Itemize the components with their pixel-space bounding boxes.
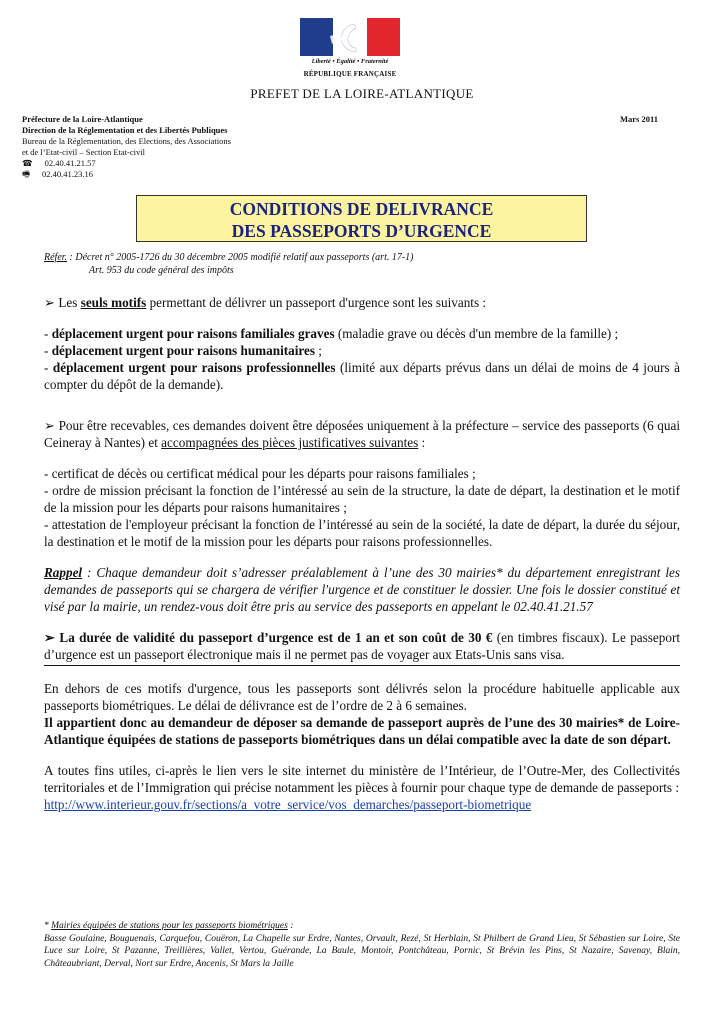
rappel-paragraph: Rappel : Chaque demandeur doit s’adresser préalablement à l’une des 30 mairies* du département enregistrant les demandes de passeports qui se chargera de vérifier l'urgence et de constituer le dossier. Une fois le dossier constitué et visé par la mairie, un rendez-vous doit être pris au service des passeports en appelant le 02.40.41.21.57 bbox=[44, 565, 680, 614]
title-line-2: DES PASSEPORTS D’URGENCE bbox=[231, 221, 492, 241]
refer-article: Art. 953 du code général des impôts bbox=[89, 264, 234, 276]
requirements-intro: ➢ Pour être recevables, ces demandes doivent être déposées uniquement à la préfecture – service des passeports (6 quai Ceineray à Nantes) et accompagnées des pièces justificatives suivantes : bbox=[44, 418, 680, 450]
fax-number: 02.40.41.23.16 bbox=[42, 169, 94, 179]
sender-prefecture: Préfecture de la Loire-Atlantique bbox=[22, 114, 143, 124]
sender-direction: Direction de la Réglementation et des Libertés Publiques bbox=[22, 125, 228, 135]
standard-procedure: En dehors de ces motifs d'urgence, tous les passeports sont délivrés selon la procédure habituelle applicable aux passeports biométriques. Le délai de délivrance est de l’ordre de 2 à 6 semaines. bbox=[44, 681, 680, 713]
phone-row bbox=[22, 158, 231, 169]
document-title bbox=[136, 195, 587, 242]
footnote-title: Mairies équipées de stations pour les passeports biométriques bbox=[51, 921, 288, 931]
document-date: Mars 2011 bbox=[620, 114, 659, 124]
requirement-family: - certificat de décès ou certificat médical pour les départs pour raisons familiales ; bbox=[44, 466, 476, 481]
footnote-list: Basse Goulaine, Bouguenais, Carquefou, Couëron, La Chapelle sur Erdre, Nantes, Orvault, Rezé, St Herblain, St Philbert de Grand Lieu, St Sébastien sur Loire, Ste Luce sur Loire, St Pazanne, Treillières, Vallet, Vertou, Guérande, La Baule, Montoir, Pontchâteau, Pornic, St Brévin les Pins, St Nazaire, Savenay, Blain, Châteaubriant, Derval, Nort sur Erdre, Ancenis, St Mars la Jaille bbox=[44, 933, 680, 969]
references: Réfer. : Décret n° 2005-1726 du 30 décembre 2005 modifié relatif aux passeports (art. 17-1) Art. 953 du code général des impôts bbox=[44, 252, 414, 276]
prefet-heading: PREFET DE LA LOIRE-ATLANTIQUE bbox=[250, 86, 474, 101]
ministry-link[interactable]: http://www.interieur.gouv.fr/sections/a_votre_service/vos_demarches/passeport-biometrique bbox=[44, 797, 532, 812]
rappel-label: Rappel bbox=[44, 565, 83, 580]
republic-motto: Liberté • Égalité • Fraternité bbox=[311, 58, 389, 65]
sender-bureau: Bureau de la Réglementation, des Elections, des Associations bbox=[22, 136, 231, 146]
document-body bbox=[44, 294, 680, 813]
deposit-instruction: Il appartient donc au demandeur de déposer sa demande de passeport auprès de l’une des 30 mairies* de Loire-Atlantique équipées de stations de passeports biométriques dans un délai compatible avec la date de son départ. bbox=[44, 715, 680, 747]
footnote: * Mairies équipées de stations pour les passeports biométriques : Basse Goulaine, Bouguenais, Carquefou, Couëron, La Chapelle sur Erdre, Nantes, Orvault, Rezé, St Herblain, St Philbert de Grand Lieu, St Sébastien sur Loire, Ste Luce sur Loire, St Pazanne, Treillières, Vallet, Vertou, Guérande, La Baule, Montoir, Pontchâteau, Pornic, St Brévin les Pins, St Nazaire, Savenay, Blain, Châteaubriant, Derval, Nort sur Erdre, Ancenis, St Mars la Jaille bbox=[44, 921, 680, 969]
motives-intro: ➢ Les seuls motifs permettant de délivrer un passeport d'urgence sont les suivants : bbox=[44, 295, 487, 310]
motive-humanitarian: - déplacement urgent pour raisons humanitaires ; bbox=[44, 343, 322, 358]
republic-name: RÉPUBLIQUE FRANÇAISE bbox=[303, 70, 397, 78]
sender-section: et de l’Etat-civil – Section Etat-civil bbox=[22, 147, 145, 157]
republic-logo bbox=[300, 18, 400, 80]
requirement-humanitarian: - ordre de mission précisant la fonction de l’intéressé au sein de la structure, la date de départ, la destination et le motif de la mission pour les départs pour raisons humanitaires ; bbox=[44, 483, 680, 515]
phone-number: 02.40.41.21.57 bbox=[44, 158, 96, 168]
fax-icon: 🖷 bbox=[22, 169, 31, 179]
phone-icon: ☎ bbox=[22, 158, 33, 168]
refer-decree: Décret n° 2005-1726 du 30 décembre 2005 modifié relatif aux passeports (art. 17-1) bbox=[75, 252, 414, 263]
refer-label: Réfer. bbox=[44, 252, 68, 263]
validity-paragraph: ➢ La durée de validité du passeport d’urgence est de 1 an et son coût de 30 € (en timbres fiscaux). Le passeport d’urgence est un passeport électronique mais il ne permet pas de voyager aux Etats-Unis sans visa. bbox=[44, 630, 680, 662]
title-line-1: CONDITIONS DE DELIVRANCE bbox=[229, 199, 494, 219]
info-paragraph: A toutes fins utiles, ci-après le lien vers le site internet du ministère de l’Intérieur, de l’Outre-Mer, des Collectivités territoriales et de l’Immigration qui précise notamment les pièces à fournir pour chaque type de demande de passeports : bbox=[44, 763, 680, 795]
requirement-professional: - attestation de l'employeur précisant la fonction de l’intéressé au sein de la société, la date de départ, la durée du séjour, la destination et le motif de la mission pour les départs pour raisons professionnelles. bbox=[44, 517, 680, 549]
motive-family: - déplacement urgent pour raisons familiales graves (maladie grave ou décès d'un membre de la famille) ; bbox=[44, 326, 619, 341]
marianne-icon bbox=[326, 22, 374, 54]
fax-row bbox=[22, 169, 231, 180]
sender-block bbox=[22, 114, 231, 180]
motive-professional: - déplacement urgent pour raisons professionnelles (limité aux départs prévus dans un délai de moins de 4 jours à compter du dépôt de la demande). bbox=[44, 360, 680, 392]
